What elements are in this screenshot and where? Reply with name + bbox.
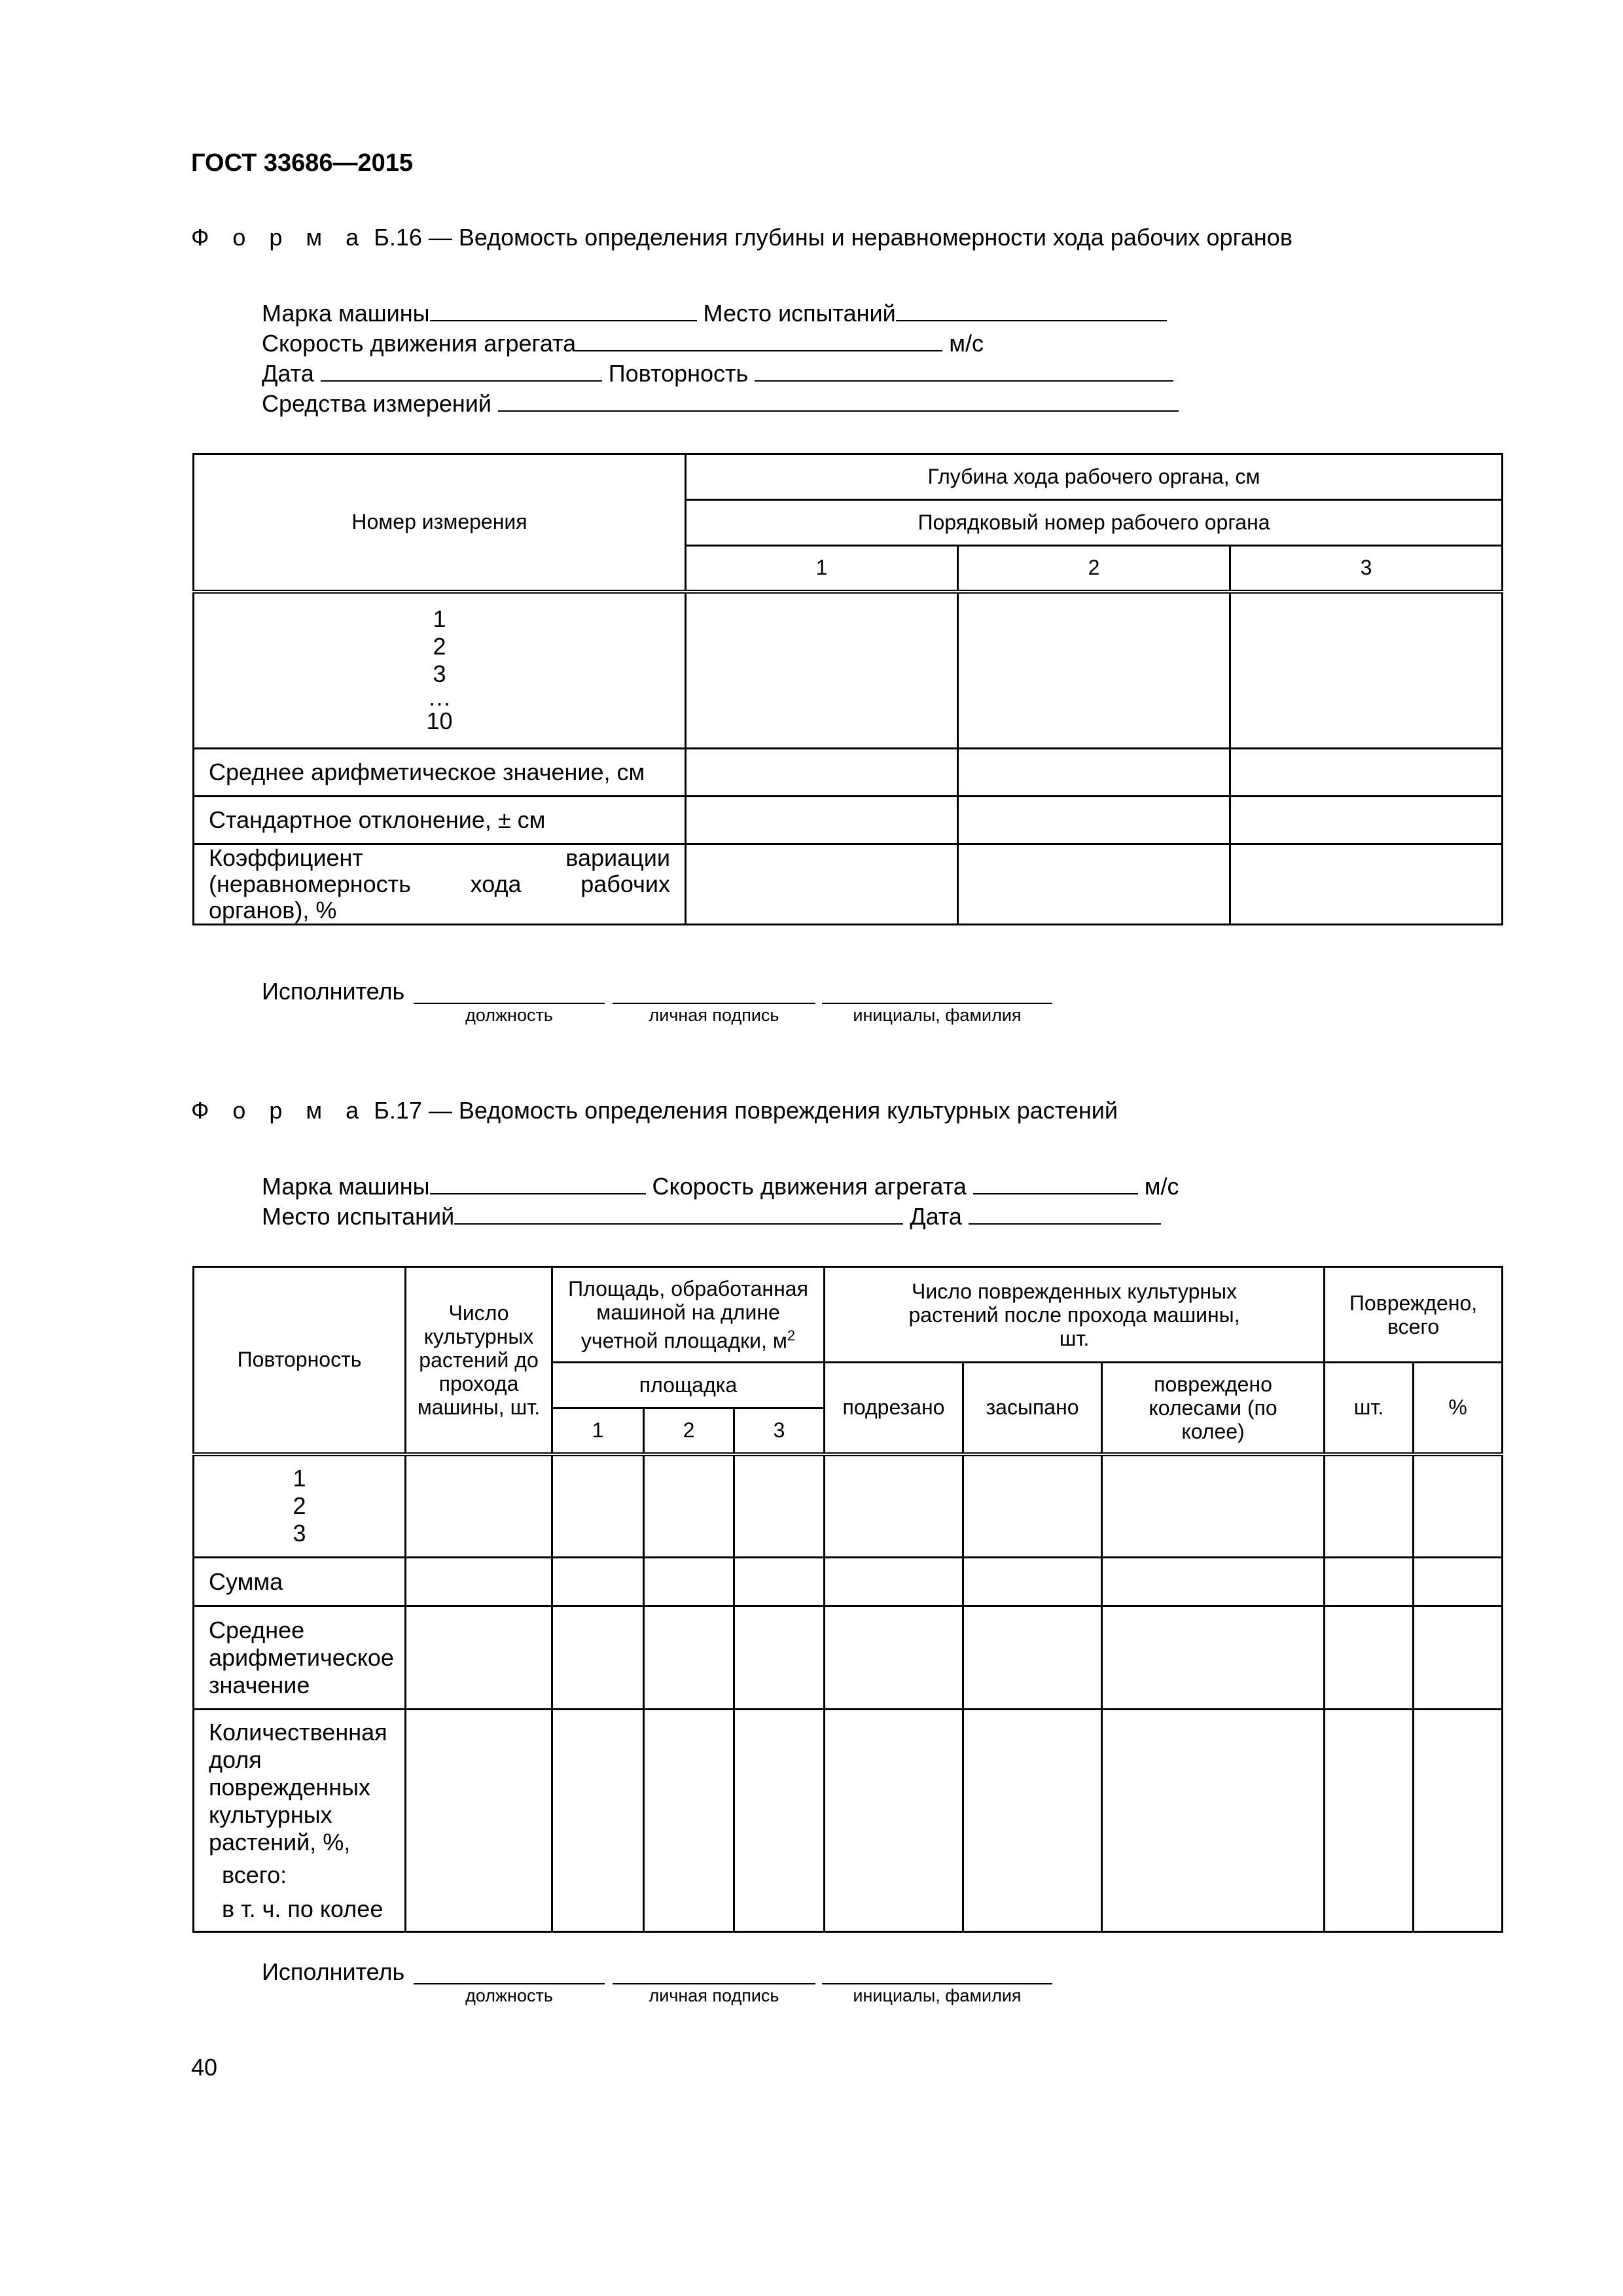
signature-label: Исполнитель — [262, 1958, 405, 1985]
value-cell[interactable] — [825, 1710, 963, 1932]
repetition-label: Повторность — [608, 360, 749, 387]
value-cell[interactable] — [686, 592, 958, 749]
form16-title-prefix: Ф о р м а — [191, 224, 368, 251]
row-share-total: всего: — [222, 1861, 287, 1888]
document-header: ГОСТ 33686—2015 — [191, 149, 414, 177]
machine-field[interactable] — [430, 1174, 646, 1194]
signature-position-field[interactable] — [414, 1003, 605, 1004]
value-cell[interactable] — [644, 1710, 734, 1932]
col-buried-header: засыпано — [963, 1363, 1102, 1454]
value-cell[interactable] — [552, 1710, 644, 1932]
row-mean-label: Среднее арифметическое значение — [194, 1606, 406, 1710]
value-cell[interactable] — [552, 1454, 644, 1558]
value-cell[interactable] — [1414, 1606, 1503, 1710]
sub-col-3: 3 — [1230, 546, 1503, 592]
value-cell[interactable] — [958, 592, 1230, 749]
place-field[interactable] — [454, 1204, 903, 1225]
sub-col-2: 2 — [958, 546, 1230, 592]
page-number: 40 — [191, 2054, 218, 2081]
caption-sign: личная подпись — [649, 1986, 779, 2005]
date-field[interactable] — [321, 361, 602, 382]
caption-name: инициалы, фамилия — [853, 1986, 1022, 2005]
machine-field[interactable] — [430, 300, 697, 321]
measure-number: 3 — [433, 660, 446, 688]
place-label: Место испытаний — [262, 1203, 455, 1230]
measure-numbers-cell — [194, 592, 686, 749]
row-mean-label: Среднее арифметическое значение, см — [194, 749, 686, 797]
instruments-field[interactable] — [498, 391, 1179, 412]
value-cell[interactable] — [406, 1558, 552, 1606]
value-cell[interactable] — [1325, 1710, 1414, 1932]
value-cell[interactable] — [963, 1710, 1102, 1932]
form16-title — [191, 224, 1293, 251]
col-area-sup: 2 — [787, 1327, 796, 1344]
signature-name-field[interactable] — [822, 1983, 1052, 1984]
caption-position: должность — [465, 1005, 553, 1025]
value-cell[interactable] — [734, 1606, 825, 1710]
col-pct-header: % — [1414, 1363, 1503, 1454]
signature-name-field[interactable] — [822, 1003, 1052, 1004]
value-cell[interactable] — [734, 1454, 825, 1558]
value-cell[interactable] — [406, 1710, 552, 1932]
place-label: Место испытаний — [703, 300, 896, 327]
form16-line-date — [262, 359, 1173, 389]
value-cell[interactable] — [552, 1558, 644, 1606]
col-depth-header: Глубина хода рабочего органа, см — [686, 454, 1503, 500]
value-cell[interactable] — [1102, 1710, 1325, 1932]
value-cell[interactable] — [825, 1558, 963, 1606]
row-share-track: в т. ч. по колее — [222, 1895, 383, 1922]
rep-number: 3 — [293, 1520, 306, 1547]
value-cell[interactable] — [1325, 1606, 1414, 1710]
col-cut-header: подрезано — [825, 1363, 963, 1454]
form16-signature — [262, 978, 404, 1005]
rep-number: 2 — [293, 1492, 306, 1520]
value-cell[interactable] — [734, 1710, 825, 1932]
form16-title-text: Б.16 — Ведомость определения глубины и неравномерности хода рабочих органов — [374, 224, 1293, 251]
value-cell[interactable] — [1102, 1454, 1325, 1558]
plot-col-1: 1 — [552, 1408, 644, 1454]
value-cell[interactable] — [1230, 797, 1503, 844]
value-cell[interactable] — [1325, 1558, 1414, 1606]
speed-label: Скорость движения агрегата — [652, 1173, 967, 1200]
sub-col-1: 1 — [686, 546, 958, 592]
value-cell[interactable] — [1414, 1454, 1503, 1558]
signature-sign-field[interactable] — [613, 1983, 815, 1984]
value-cell[interactable] — [963, 1606, 1102, 1710]
speed-field[interactable] — [576, 331, 942, 351]
value-cell[interactable] — [686, 844, 958, 925]
date-label: Дата — [262, 360, 314, 387]
form17-line-place — [262, 1202, 1161, 1232]
value-cell[interactable] — [644, 1606, 734, 1710]
value-cell[interactable] — [1102, 1558, 1325, 1606]
measure-number: 1 — [433, 605, 446, 633]
value-cell[interactable] — [958, 749, 1230, 797]
value-cell[interactable] — [1325, 1454, 1414, 1558]
speed-field[interactable] — [973, 1174, 1138, 1194]
col-area-text: Площадь, обработанная машиной на длине учетной площадки, м — [568, 1276, 808, 1353]
col-plot-header: площадка — [552, 1363, 825, 1408]
value-cell[interactable] — [406, 1454, 552, 1558]
machine-label: Марка машины — [262, 1173, 430, 1200]
col-measure-header: Номер измерения — [194, 454, 686, 592]
col-order-header: Порядковый номер рабочего органа — [686, 500, 1503, 546]
date-label: Дата — [910, 1203, 962, 1230]
value-cell[interactable] — [734, 1558, 825, 1606]
machine-label: Марка машины — [262, 300, 430, 327]
value-cell[interactable] — [825, 1606, 963, 1710]
value-cell[interactable] — [686, 749, 958, 797]
value-cell[interactable] — [406, 1606, 552, 1710]
col-wheels-header: повреждено колесами (по колее) — [1102, 1363, 1325, 1454]
speed-label: Скорость движения агрегата — [262, 330, 577, 357]
value-cell[interactable] — [1230, 592, 1503, 749]
caption-position: должность — [465, 1986, 553, 2005]
place-field[interactable] — [896, 300, 1167, 321]
form17-signature — [262, 1958, 404, 1986]
row-share-label: Количественная доля поврежденных культурных растений, %, — [209, 1718, 387, 1856]
value-cell[interactable] — [644, 1454, 734, 1558]
col-plants-header: Число культурных растений до прохода машины, шт. — [406, 1267, 552, 1454]
value-cell[interactable] — [644, 1558, 734, 1606]
caption-name: инициалы, фамилия — [853, 1005, 1022, 1025]
rep-numbers-cell — [194, 1454, 406, 1558]
value-cell[interactable] — [1414, 1710, 1503, 1932]
plot-col-3: 3 — [734, 1408, 825, 1454]
value-cell[interactable] — [825, 1454, 963, 1558]
plot-col-2: 2 — [644, 1408, 734, 1454]
date-field[interactable] — [969, 1204, 1161, 1225]
row-cv-label: Коэффициент вариации (неравномерность хода рабочих органов), % — [194, 844, 686, 925]
speed-unit: м/с — [949, 330, 984, 357]
form17-title — [191, 1097, 1118, 1124]
form17-title-text: Б.17 — Ведомость определения повреждения культурных растений — [374, 1097, 1118, 1124]
instruments-label: Средства измерений — [262, 390, 492, 417]
measure-number: … — [427, 684, 452, 711]
form17-title-prefix: Ф о р м а — [191, 1097, 368, 1124]
form16-table — [192, 453, 1503, 925]
caption-sign: личная подпись — [649, 1005, 779, 1025]
row-share-cell — [194, 1710, 406, 1932]
value-cell[interactable] — [963, 1454, 1102, 1558]
value-cell[interactable] — [958, 797, 1230, 844]
signature-label: Исполнитель — [262, 978, 405, 1005]
value-cell[interactable] — [958, 844, 1230, 925]
value-cell[interactable] — [1102, 1606, 1325, 1710]
row-sum-label: Сумма — [194, 1558, 406, 1606]
value-cell[interactable] — [1414, 1558, 1503, 1606]
row-std-label: Стандартное отклонение, ± см — [194, 797, 686, 844]
speed-unit: м/с — [1144, 1173, 1179, 1200]
signature-sign-field[interactable] — [613, 1003, 815, 1004]
value-cell[interactable] — [552, 1606, 644, 1710]
col-area-header — [552, 1267, 825, 1363]
form16-line-instruments — [262, 389, 1179, 419]
signature-position-field[interactable] — [414, 1983, 605, 1984]
value-cell[interactable] — [1230, 749, 1503, 797]
form17-line-machine — [262, 1172, 1179, 1202]
col-rep-header: Повторность — [194, 1267, 406, 1454]
form16-line-machine — [262, 298, 1167, 329]
rep-number: 1 — [293, 1465, 306, 1492]
repetition-field[interactable] — [755, 361, 1173, 382]
col-total-header: Повреждено, всего — [1325, 1267, 1503, 1363]
col-pcs-header: шт. — [1325, 1363, 1414, 1454]
measure-number: 2 — [433, 633, 446, 660]
value-cell[interactable] — [686, 797, 958, 844]
measure-number: 10 — [426, 708, 453, 735]
form17-table — [192, 1266, 1503, 1933]
value-cell[interactable] — [963, 1558, 1102, 1606]
value-cell[interactable] — [1230, 844, 1503, 925]
form16-line-speed — [262, 329, 984, 359]
col-damaged-header: Число поврежденных культурных растений после прохода машины, шт. — [825, 1267, 1325, 1363]
